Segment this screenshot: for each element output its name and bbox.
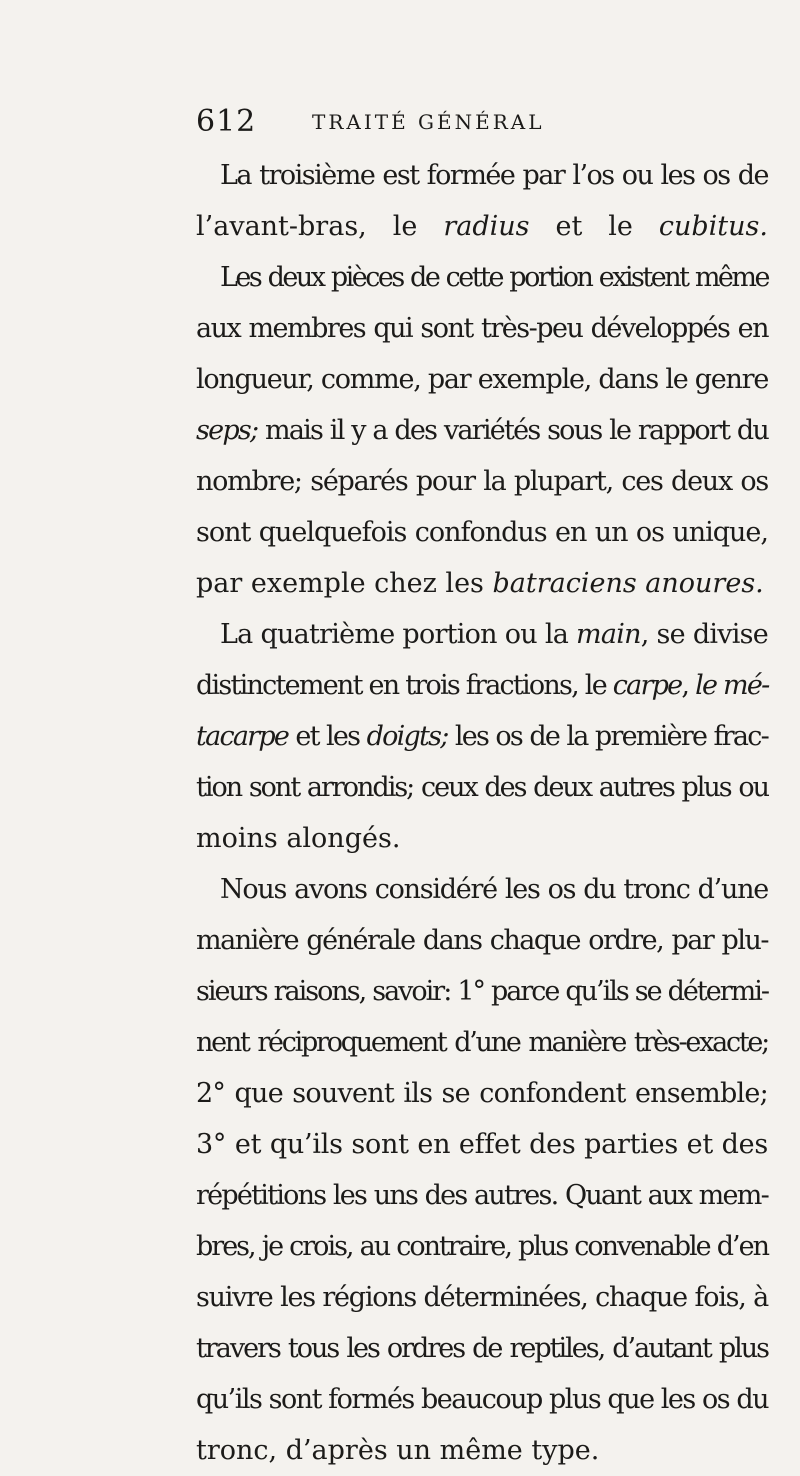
text-segment: , <box>681 670 696 701</box>
text-segment: longueur, comme, par exemple, dans le genre <box>196 364 769 395</box>
text-segment: tronc, d’après un même type. <box>196 1435 600 1466</box>
text-segment: et le <box>529 211 659 242</box>
running-title: TRAITÉ GÉNÉRAL <box>312 110 545 134</box>
text-line <box>196 558 768 609</box>
text-segment: La troisième est formée par l’os ou les os de <box>220 160 768 191</box>
text-line <box>196 405 768 456</box>
text-segment: Nous avons considéré les os du tronc d’une <box>220 874 768 905</box>
text-line <box>196 609 768 660</box>
text-line <box>196 915 768 966</box>
text-line <box>196 507 768 558</box>
text-line <box>196 1170 768 1221</box>
body-text <box>196 150 768 1476</box>
text-segment: 3° et qu’ils sont en effet des parties et des <box>196 1129 768 1160</box>
running-head <box>196 104 766 144</box>
text-line <box>196 201 768 252</box>
page-number: 612 <box>196 104 257 139</box>
text-segment: aux membres qui sont très-peu développés en <box>196 313 768 344</box>
italic-term: radius <box>443 211 530 242</box>
text-segment: par exemple chez les <box>196 568 493 599</box>
text-line <box>196 1425 768 1476</box>
text-line <box>196 864 768 915</box>
text-segment: travers tous les ordres de reptiles, d’autant plus <box>196 1333 768 1364</box>
text-segment: mais il y a des variétés sous le rapport du <box>257 415 768 446</box>
italic-term: doigts; <box>366 721 448 752</box>
italic-term: carpe <box>612 670 682 701</box>
text-segment: qu’ils sont formés beaucoup plus que les os du <box>196 1384 768 1415</box>
text-line <box>196 1272 768 1323</box>
text-line <box>196 762 768 813</box>
text-segment: sont quelquefois confondus en un os unique, <box>196 517 768 548</box>
text-segment: tion sont arrondis; ceux des deux autres plus ou <box>196 772 768 803</box>
text-segment: les os de la première frac- <box>447 721 768 752</box>
text-segment: , se divise <box>640 619 768 650</box>
text-segment: distinctement en trois fractions, le <box>196 670 613 701</box>
text-segment: répétitions les uns des autres. Quant aux mem- <box>196 1180 768 1211</box>
text-segment: sieurs raisons, savoir: 1° parce qu’ils se détermi- <box>196 976 768 1007</box>
italic-term: cubitus. <box>658 211 768 242</box>
text-line <box>196 1323 768 1374</box>
italic-term: tacarpe <box>196 721 289 752</box>
text-segment: manière générale dans chaque ordre, par plu- <box>196 925 768 956</box>
text-line <box>196 1374 768 1425</box>
text-line <box>196 1221 768 1272</box>
italic-term: batraciens anoures. <box>492 568 764 599</box>
italic-term: main <box>576 619 641 650</box>
text-line <box>196 1119 768 1170</box>
text-segment: bres, je crois, au contraire, plus convenable d’en <box>196 1231 768 1262</box>
text-line <box>196 1068 768 1119</box>
text-line <box>196 252 768 303</box>
italic-term: seps; <box>196 415 258 446</box>
text-segment: nombre; séparés pour la plupart, ces deux os <box>196 466 768 497</box>
text-line <box>196 966 768 1017</box>
text-line <box>196 354 768 405</box>
text-line <box>196 303 768 354</box>
text-line <box>196 660 768 711</box>
text-line <box>196 813 768 864</box>
text-segment: Les deux pièces de cette portion existent même <box>220 262 768 293</box>
text-segment: suivre les régions déterminées, chaque fois, à <box>196 1282 768 1313</box>
text-segment: et les <box>288 721 367 752</box>
text-segment: l’avant-bras, le <box>196 211 444 242</box>
text-segment: moins alongés. <box>196 823 401 854</box>
text-line <box>196 1017 768 1068</box>
text-line <box>196 150 768 201</box>
text-line <box>196 456 768 507</box>
text-segment: La quatrième portion ou la <box>220 619 577 650</box>
italic-term: le mé- <box>695 670 769 701</box>
text-segment: 2° que souvent ils se confondent ensemble; <box>196 1078 768 1109</box>
text-line <box>196 711 768 762</box>
text-segment: nent réciproquement d’une manière très-exacte; <box>196 1027 768 1058</box>
